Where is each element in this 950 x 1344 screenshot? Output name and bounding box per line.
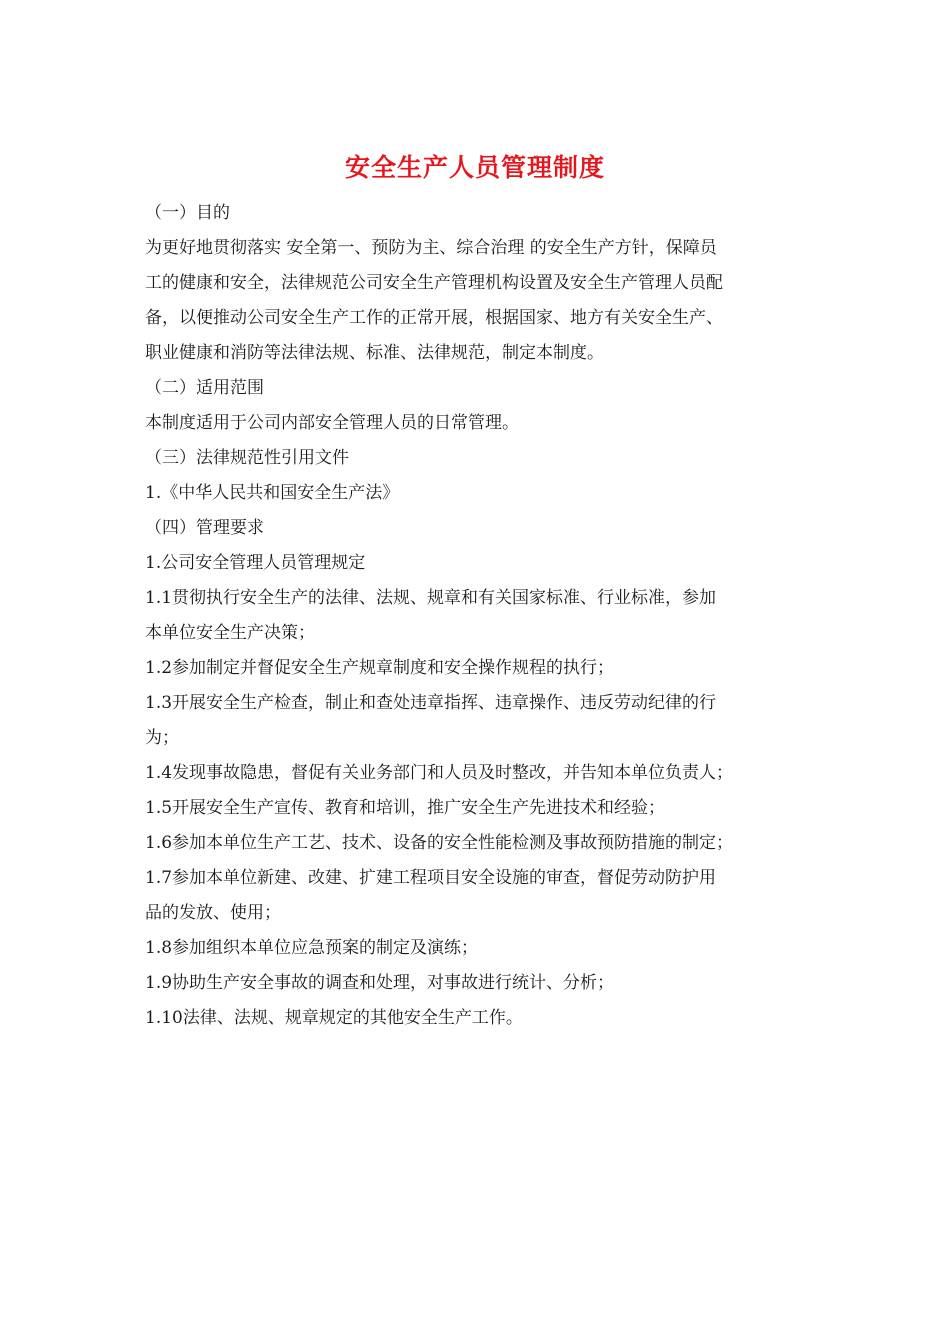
document-body bbox=[145, 196, 805, 1036]
requirement-item-1-9: 1.9协助生产安全事故的调查和处理，对事故进行统计、分析； bbox=[145, 973, 615, 993]
section-heading-scope: （二）适用范围 bbox=[145, 378, 264, 398]
purpose-text-line-2: 工的健康和安全，法律规范公司安全生产管理机构设置及安全生产管理人员配 bbox=[145, 273, 723, 293]
requirement-item-1-7-line-1: 1.7参加本单位新建、改建、扩建工程项目安全设施的审查，督促劳动防护用 bbox=[145, 868, 717, 888]
requirement-item-1-3-line-2: 为； bbox=[145, 728, 179, 748]
requirement-item-1-8: 1.8参加组织本单位应急预案的制定及演练； bbox=[145, 938, 479, 958]
requirement-item-1-10: 1.10法律、法规、规章规定的其他安全生产工作。 bbox=[145, 1008, 523, 1028]
requirement-item-1-5: 1.5开展安全生产宣传、教育和培训，推广安全生产先进技术和经验； bbox=[145, 798, 666, 818]
purpose-text-line-3: 备，以便推动公司安全生产工作的正常开展，根据国家、地方有关安全生产、 bbox=[145, 308, 723, 328]
section-heading-purpose: （一）目的 bbox=[145, 203, 230, 223]
document-title: 安全生产人员管理制度 bbox=[344, 153, 605, 182]
requirement-item-1-6: 1.6参加本单位生产工艺、技术、设备的安全性能检测及事故预防措施的制定； bbox=[145, 833, 734, 853]
scope-text: 本制度适用于公司内部安全管理人员的日常管理。 bbox=[145, 413, 519, 433]
requirement-item-1-3-line-1: 1.3开展安全生产检查，制止和查处违章指挥、违章操作、违反劳动纪律的行 bbox=[145, 693, 717, 713]
reference-item-1: 1.《中华人民共和国安全生产法》 bbox=[145, 483, 400, 503]
requirement-item-1-1-line-1: 1.1贯彻执行安全生产的法律、法规、规章和有关国家标准、行业标准，参加 bbox=[145, 588, 717, 608]
requirement-item-1-1-line-2: 本单位安全生产决策； bbox=[145, 623, 315, 643]
section-heading-requirements: （四）管理要求 bbox=[145, 518, 264, 538]
requirement-item-1-7-line-2: 品的发放、使用； bbox=[145, 903, 281, 923]
purpose-text-line-4: 职业健康和消防等法律法规、标准、法律规范，制定本制度。 bbox=[145, 343, 604, 363]
requirement-heading-1: 1.公司安全管理人员管理规定 bbox=[145, 553, 366, 573]
section-heading-references: （三）法律规范性引用文件 bbox=[145, 448, 349, 468]
requirement-item-1-4: 1.4发现事故隐患，督促有关业务部门和人员及时整改，并告知本单位负责人； bbox=[145, 763, 734, 783]
requirement-item-1-2: 1.2参加制定并督促安全生产规章制度和安全操作规程的执行； bbox=[145, 658, 615, 678]
purpose-text-line-1: 为更好地贯彻落实 安全第一、预防为主、综合治理 的安全生产方针，保障员 bbox=[145, 238, 717, 258]
